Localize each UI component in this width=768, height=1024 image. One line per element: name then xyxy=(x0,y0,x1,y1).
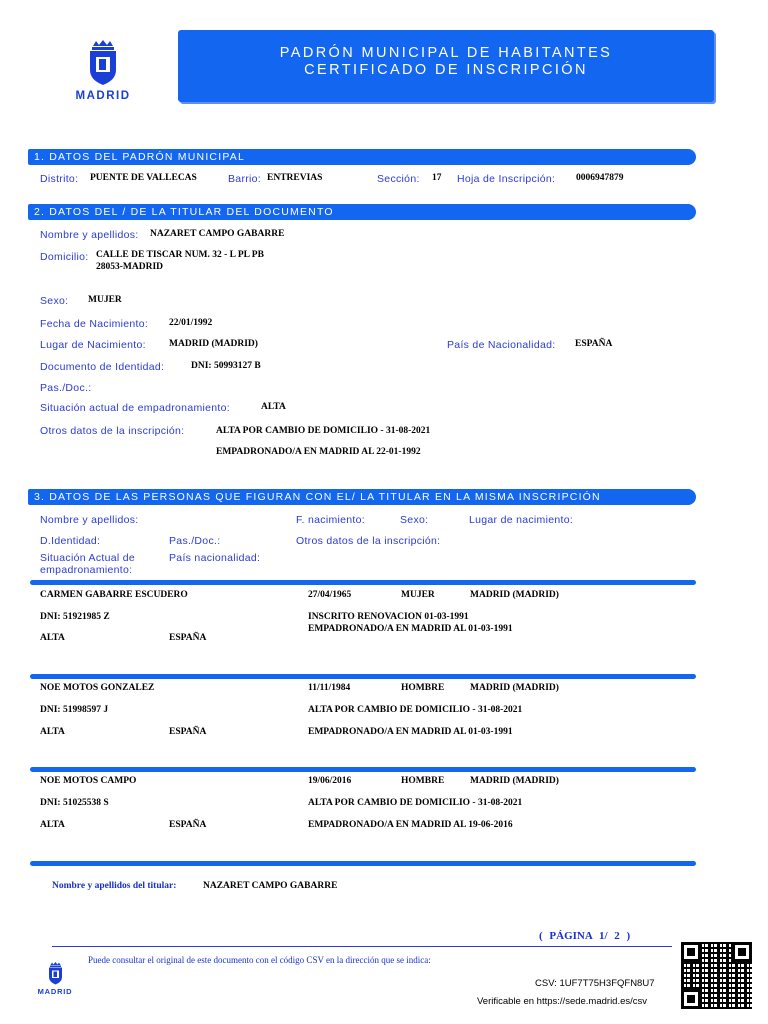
nombre-value: NAZARET CAMPO GABARRE xyxy=(150,229,285,239)
person-fnac: 19/06/2016 xyxy=(308,776,352,786)
fecha-label: Fecha de Nacimiento: xyxy=(40,318,149,330)
col-situacion-header-2: empadronamiento: xyxy=(40,564,133,576)
domicilio-line2: 28053-MADRID xyxy=(96,262,164,272)
col-fnac-header: F. nacimiento: xyxy=(296,514,365,526)
person-dni: DNI: 51998597 J xyxy=(40,705,109,715)
person-situacion: ALTA xyxy=(40,633,65,643)
person-separator xyxy=(30,674,696,679)
madrid-crest-icon xyxy=(47,962,64,985)
seccion-value: 17 xyxy=(432,173,442,183)
madrid-logo-text: MADRID xyxy=(75,90,131,102)
header-title-line1: PADRÓN MUNICIPAL DE HABITANTES xyxy=(279,45,613,61)
person-sexo: HOMBRE xyxy=(401,776,445,786)
distrito-value: PUENTE DE VALLECAS xyxy=(90,173,197,183)
document-header xyxy=(178,30,714,102)
col-pas-header: Pas./Doc.: xyxy=(169,535,221,547)
col-nombre-header: Nombre y apellidos: xyxy=(40,514,139,526)
person-lugar: MADRID (MADRID) xyxy=(470,776,559,786)
person-nombre: NOE MOTOS CAMPO xyxy=(40,776,137,786)
titular-value: NAZARET CAMPO GABARRE xyxy=(203,881,338,891)
person-fnac: 11/11/1984 xyxy=(308,683,351,693)
otros-value-line1: ALTA POR CAMBIO DE DOMICILIO - 31-08-2021 xyxy=(216,426,431,436)
col-lugar-header: Lugar de nacimiento: xyxy=(469,514,574,526)
sexo-value: MUJER xyxy=(88,295,122,305)
header-title-line2: CERTIFICADO DE INSCRIPCIÓN xyxy=(304,62,588,78)
hoja-value: 0006947879 xyxy=(576,173,624,183)
person-fnac: 27/04/1965 xyxy=(308,590,352,600)
lugar-value: MADRID (MADRID) xyxy=(169,339,258,349)
person-nombre: NOE MOTOS GONZALEZ xyxy=(40,683,155,693)
verification-url: Verificable en https://sede.madrid.es/csv xyxy=(477,996,648,1007)
person-situacion: ALTA xyxy=(40,820,65,830)
lugar-label: Lugar de Nacimiento: xyxy=(40,339,146,351)
section1-title: 1. DATOS DEL PADRÓN MUNICIPAL xyxy=(28,149,696,165)
sexo-label: Sexo: xyxy=(40,295,69,307)
person-situacion: ALTA xyxy=(40,727,65,737)
domicilio-label: Domicilio: xyxy=(40,251,89,263)
hoja-label: Hoja de Inscripción: xyxy=(457,173,556,185)
section-end-separator xyxy=(30,861,696,866)
person-nombre: CARMEN GABARRE ESCUDERO xyxy=(40,590,188,600)
person-sexo: HOMBRE xyxy=(401,683,445,693)
csv-code: CSV: 1UF7T75H3FQFN8U7 xyxy=(535,978,655,989)
person-otros-1: ALTA POR CAMBIO DE DOMICILIO - 31-08-2021 xyxy=(308,798,523,808)
person-pais: ESPAÑA xyxy=(169,633,207,643)
person-dni: DNI: 51921985 Z xyxy=(40,612,110,622)
person-otros-2: EMPADRONADO/A EN MADRID AL 01-03-1991 xyxy=(308,624,513,634)
person-separator xyxy=(30,767,696,772)
section3-title: 3. DATOS DE LAS PERSONAS QUE FIGURAN CON EL/ LA TITULAR EN LA MISMA INSCRIPCIÓN xyxy=(28,489,696,505)
footer-logo-text: MADRID xyxy=(37,987,73,996)
barrio-label: Barrio: xyxy=(228,173,262,185)
person-otros-2: EMPADRONADO/A EN MADRID AL 19-06-2016 xyxy=(308,820,513,830)
person-dni: DNI: 51025538 S xyxy=(40,798,109,808)
otros-label: Otros datos de la inscripción: xyxy=(40,425,185,437)
situacion-value: ALTA xyxy=(261,402,286,412)
col-sexo-header: Sexo: xyxy=(400,514,429,526)
domicilio-line1: CALLE DE TISCAR NUM. 32 - L PL PB xyxy=(96,250,264,260)
nombre-label: Nombre y apellidos: xyxy=(40,229,139,241)
col-situacion-header-1: Situación Actual de xyxy=(40,552,136,564)
col-otros-header: Otros datos de la inscripción: xyxy=(296,535,441,547)
person-pais: ESPAÑA xyxy=(169,820,207,830)
titular-label: Nombre y apellidos del titular: xyxy=(52,881,177,891)
person-otros-1: ALTA POR CAMBIO DE DOMICILIO - 31-08-2021 xyxy=(308,705,523,715)
seccion-label: Sección: xyxy=(377,173,420,185)
pasdoc-label: Pas./Doc.: xyxy=(40,382,92,394)
section2-title: 2. DATOS DEL / DE LA TITULAR DEL DOCUMENTO xyxy=(28,204,696,220)
otros-value-line2: EMPADRONADO/A EN MADRID AL 22-01-1992 xyxy=(216,447,421,457)
madrid-logo xyxy=(70,40,136,106)
barrio-value: ENTREVIAS xyxy=(267,173,323,183)
qr-code-icon xyxy=(681,942,752,1009)
footer-divider xyxy=(52,946,672,947)
documento-value: DNI: 50993127 B xyxy=(191,361,261,371)
pais-value: ESPAÑA xyxy=(575,339,613,349)
footer-madrid-logo xyxy=(36,962,74,996)
situacion-label: Situación actual de empadronamiento: xyxy=(40,402,230,414)
person-pais: ESPAÑA xyxy=(169,727,207,737)
person-otros-2: EMPADRONADO/A EN MADRID AL 01-03-1991 xyxy=(308,727,513,737)
distrito-label: Distrito: xyxy=(40,173,79,185)
csv-consult-text: Puede consultar el original de este documento con el código CSV en la dirección que se indica: xyxy=(88,955,431,965)
pais-label: País de Nacionalidad: xyxy=(447,339,556,351)
person-separator xyxy=(30,580,696,585)
fecha-value: 22/01/1992 xyxy=(169,318,213,328)
page-number: ( PÁGINA 1/ 2 ) xyxy=(539,930,631,942)
documento-label: Documento de Identidad: xyxy=(40,361,165,373)
person-sexo: MUJER xyxy=(401,590,435,600)
person-lugar: MADRID (MADRID) xyxy=(470,683,559,693)
madrid-crest-icon xyxy=(86,40,120,86)
person-otros-1: INSCRITO RENOVACION 01-03-1991 xyxy=(308,612,469,622)
person-lugar: MADRID (MADRID) xyxy=(470,590,559,600)
col-pais-header: País nacionalidad: xyxy=(169,552,261,564)
col-dni-header: D.Identidad: xyxy=(40,535,101,547)
